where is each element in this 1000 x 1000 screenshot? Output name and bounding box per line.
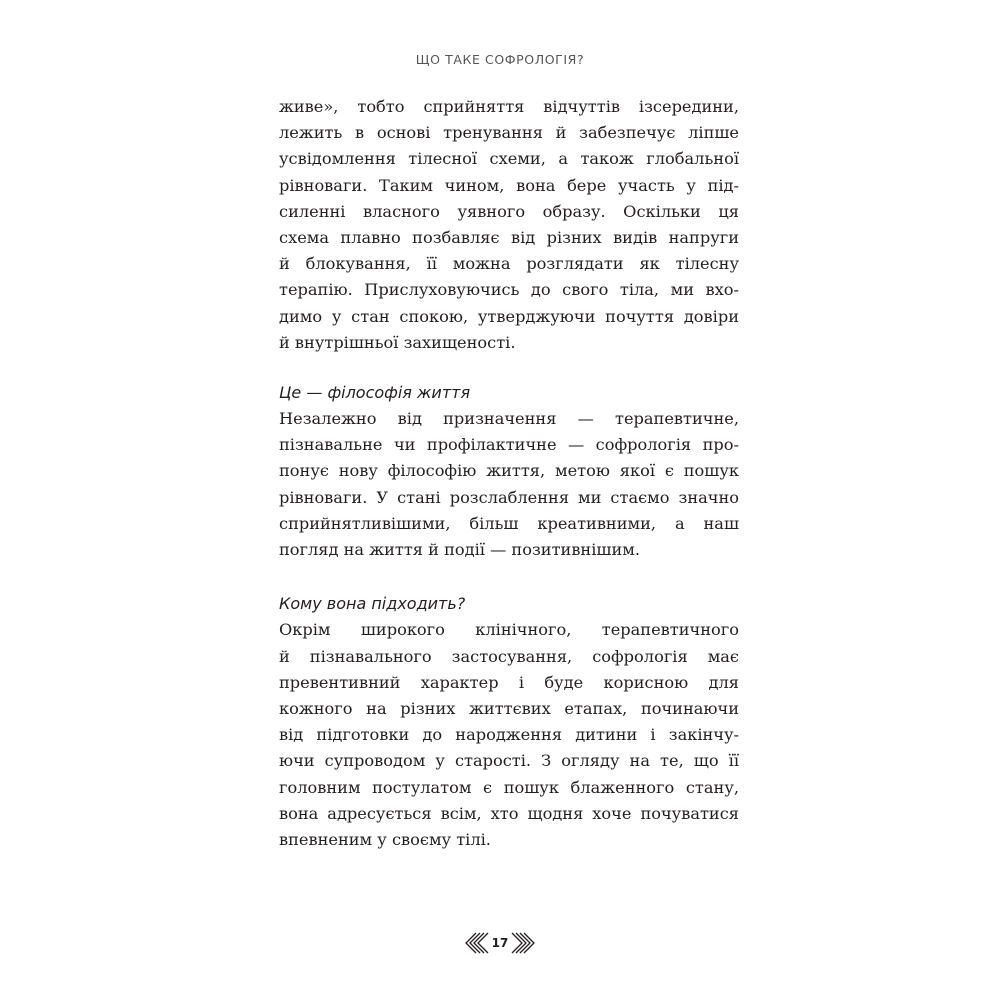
text-line: схема плавно позбавляє від різних видів напруги: [279, 227, 739, 247]
text-line: ючи супроводом у старості. З огляду на те, що її: [279, 751, 739, 771]
text-line: головним постулатом є пошук блаженного стану,: [279, 777, 739, 797]
text-line: пізнавальне чи профілактичне — софрологія про-: [279, 435, 739, 455]
text-line: рівноваги. Таким чином, вона бере участь у під-: [279, 175, 739, 195]
text-line: терапію. Прислуховуючись до свого тіла, ми вхо-: [279, 280, 739, 300]
section-heading: Кому вона підходить?: [279, 594, 466, 614]
page-folio: [462, 930, 538, 956]
text-line: погляд на життя й події — позитивнішим.: [279, 540, 640, 559]
text-line: кожного на різних життєвих етапах, починаючи: [279, 698, 739, 718]
text-line: понує нову філософію життя, метою якої є пошук: [279, 461, 739, 481]
text-line: димо у стан спокою, утверджуючи почуття довіри: [279, 306, 739, 326]
text-line: усвідомлення тілесної схеми, а також глобальної: [279, 149, 739, 169]
section-philosophy: [279, 380, 739, 563]
text-line: Окрім широкого клінічного, терапевтичного: [279, 620, 739, 640]
text-line: рівноваги. У стані розслаблення ми стаємо значно: [279, 487, 739, 507]
text-line: від підготовки до народження дитини і закінчу-: [279, 725, 739, 745]
text-line: живе», тобто сприйняття відчуттів ізсередини,: [279, 97, 739, 116]
text-line: й внутрішньої захищеності.: [279, 332, 516, 352]
text-line: й пізнавального застосування, софрологія має: [279, 646, 739, 666]
text-line: сприйнятливішими, більш креативними, а наш: [279, 513, 739, 533]
text-line: вона адресується всім, хто щодня хоче почуватися: [279, 803, 739, 823]
text-line: впевненим у своєму тілі.: [279, 829, 491, 849]
section-audience: [279, 591, 739, 853]
text-line: лежить в основі тренування й забезпечує ліпше: [279, 123, 739, 143]
page-number: 17: [491, 936, 509, 950]
running-head: ЩО ТАКЕ СОФРОЛОГІЯ?: [415, 52, 585, 67]
text-line: силенні власного уявного образу. Оскільки ця: [279, 201, 739, 221]
paragraph-gap: [279, 356, 739, 380]
body-text: [279, 94, 739, 853]
section-heading: Це — філософія життя: [279, 382, 471, 402]
text-line: й блокування, її можна розглядати як тілесну: [279, 254, 739, 274]
text-line: Незалежно від призначення — терапевтичне,: [279, 409, 739, 429]
text-line: превентивний характер і буде корисною для: [279, 672, 739, 692]
paragraph-gap: [279, 563, 739, 591]
paragraph-1: [279, 94, 739, 356]
